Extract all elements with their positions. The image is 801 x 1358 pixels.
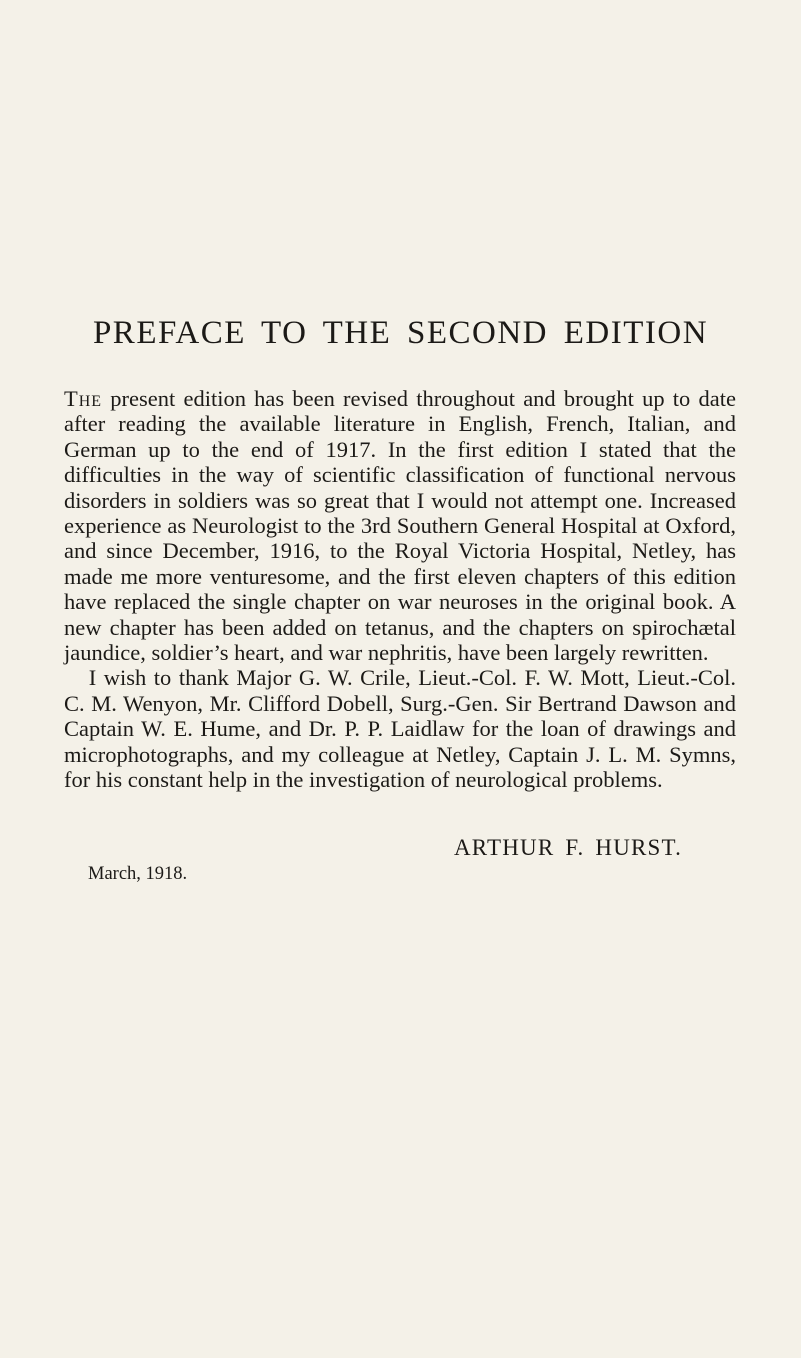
paragraph-1-text: present edition has been revised throughout and brought up to date after reading the available literature in English, French, Italian, and German up to the end of 1917. In the first edition I stated that the difficulties in the way of scientific classification of functional nervous disorders in soldiers was so great that I would not attempt one. Increased experience as Neurologist to the 3rd Southern General Hospital at Oxford, and since December, 1916, to the Royal Victoria Hospital, Netley, has made me more venturesome, and the first eleven chapters of this edition have replaced the single chapter on war neuroses in the original book. A new chapter has been added on tetanus, and the chapters on spirochætal jaundice, soldier’s heart, and war nephritis, have been largely rewritten. [64,386,736,666]
paragraph-2: I wish to thank Major G. W. Crile, Lieut.-Col. F. W. Mott, Lieut.-Col. C. M. Wenyon, Mr. Clifford Dobell, Surg.-Gen. Sir Bertrand Dawson and Captain W. E. Hume, and Dr. P. P. Laidlaw for the loan of drawings and microphotographs, and my colleague at Netley, Captain J. L. M. Symns, for his constant help in the investigation of neurological problems. [64,665,736,793]
author-signature: ARTHUR F. HURST. [454,835,683,860]
page-title: PREFACE TO THE SECOND EDITION [92,315,709,351]
paragraph-1 [64,386,736,665]
paragraph-1-first-word: The [64,386,103,411]
preface-body [64,386,736,793]
date-line: March, 1918. [88,864,188,884]
